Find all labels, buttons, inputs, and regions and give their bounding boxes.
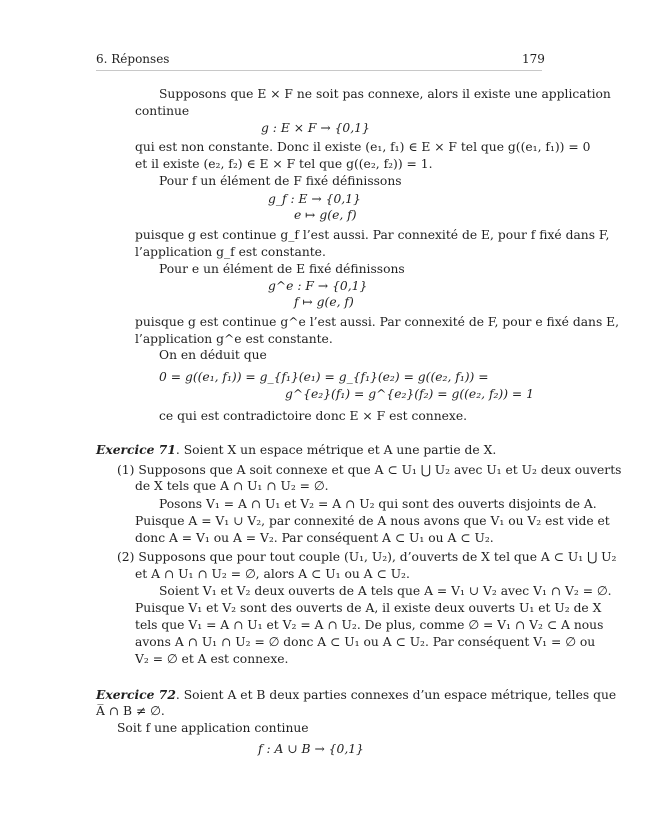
list-item-line: et A ∩ U₁ ∩ U₂ = ∅, alors A ⊂ U₁ ou A ⊂ U₂. — [135, 567, 410, 581]
list-item-line: Posons V₁ = A ∩ U₁ et V₂ = A ∩ U₂ qui sont des ouverts disjoints de A. — [159, 497, 597, 511]
exercise-statement: . Soient A et B deux parties connexes d’un espace métrique, telles que — [175, 688, 617, 702]
display-equation: 0 = g((e₁, f₁)) = g_{f₁}(e₁) = g_{f₁}(e₂) = g((e₂, f₁)) = — [159, 370, 489, 384]
list-item-line: V₂ = ∅ et A est connexe. — [135, 652, 289, 666]
page-number: 179 — [522, 52, 545, 66]
list-item-line: Soient V₁ et V₂ deux ouverts de A tels que A = V₁ ∪ V₂ avec V₁ ∩ V₂ = ∅. — [159, 584, 612, 598]
exercise-label: Exercice 72 — [96, 687, 176, 702]
display-equation: g_f : E → {0,1} — [268, 192, 361, 206]
body-line: l’application g^e est constante. — [135, 332, 333, 346]
display-equation: e ↦ g(e, f) — [294, 208, 357, 222]
display-equation: f ↦ g(e, f) — [294, 295, 354, 309]
body-line: et il existe (e₂, f₂) ∈ E × F tel que g((e₂, f₂)) = 1. — [135, 157, 433, 171]
exercise-label: Exercice 71 — [96, 442, 176, 457]
list-item-line: (2) Supposons que pour tout couple (U₁, U₂), d’ouverts de X tel que A ⊂ U₁ ⋃ U₂ — [117, 550, 617, 564]
header-rule — [96, 70, 542, 71]
body-line: On en déduit que — [159, 348, 267, 362]
body-line: continue — [135, 104, 190, 118]
list-item-line: (1) Supposons que A soit connexe et que A ⊂ U₁ ⋃ U₂ avec U₁ et U₂ deux ouverts — [117, 463, 622, 477]
exercise-71-heading — [96, 442, 496, 457]
exercise-statement: . Soient X un espace métrique et A une partie de X. — [175, 443, 497, 457]
list-item-line: Puisque A = V₁ ∪ V₂, par connexité de A nous avons que V₁ ou V₂ est vide et — [135, 514, 610, 528]
body-line: qui est non constante. Donc il existe (e₁, f₁) ∈ E × F tel que g((e₁, f₁)) = 0 — [135, 140, 591, 154]
display-equation: g^{e₂}(f₁) = g^{e₂}(f₂) = g((e₂, f₂)) = 1 — [285, 387, 534, 401]
body-line: Pour e un élément de E fixé définissons — [159, 262, 405, 276]
body-line: Pour f un élément de F fixé définissons — [159, 174, 402, 188]
body-line: puisque g est continue g_f l’est aussi. Par connexité de E, pour f fixé dans F, — [135, 228, 610, 242]
body-line: ce qui est contradictoire donc E × F est connexe. — [159, 409, 468, 423]
body-line: l’application g_f est constante. — [135, 245, 326, 259]
body-line: puisque g est continue g^e l’est aussi. Par connexité de F, pour e fixé dans E, — [135, 315, 620, 329]
list-item-line: tels que V₁ = A ∩ U₁ et V₂ = A ∩ U₂. De plus, comme ∅ = V₁ ∩ V₂ ⊂ A nous — [135, 618, 604, 632]
list-item-line: de X tels que A ∩ U₁ ∩ U₂ = ∅. — [135, 479, 329, 493]
body-line: Supposons que E × F ne soit pas connexe, alors il existe une application — [159, 87, 611, 101]
display-equation: g^e : F → {0,1} — [268, 279, 368, 293]
body-line: A̅ ∩ B ≠ ∅. — [96, 704, 165, 718]
exercise-72-heading — [96, 687, 616, 702]
list-item-line: donc A = V₁ ou A = V₂. Par conséquent A ⊂ U₁ ou A ⊂ U₂. — [135, 531, 494, 545]
running-header-section: 6. Réponses — [96, 52, 170, 66]
list-item-line: avons A ∩ U₁ ∩ U₂ = ∅ donc A ⊂ U₁ ou A ⊂ U₂. Par conséquent V₁ = ∅ ou — [135, 635, 596, 649]
display-equation: g : E × F → {0,1} — [261, 121, 370, 135]
body-line: Soit f une application continue — [117, 721, 309, 735]
display-equation: f : A ∪ B → {0,1} — [258, 742, 364, 756]
list-item-line: Puisque V₁ et V₂ sont des ouverts de A, il existe deux ouverts U₁ et U₂ de X — [135, 601, 602, 615]
